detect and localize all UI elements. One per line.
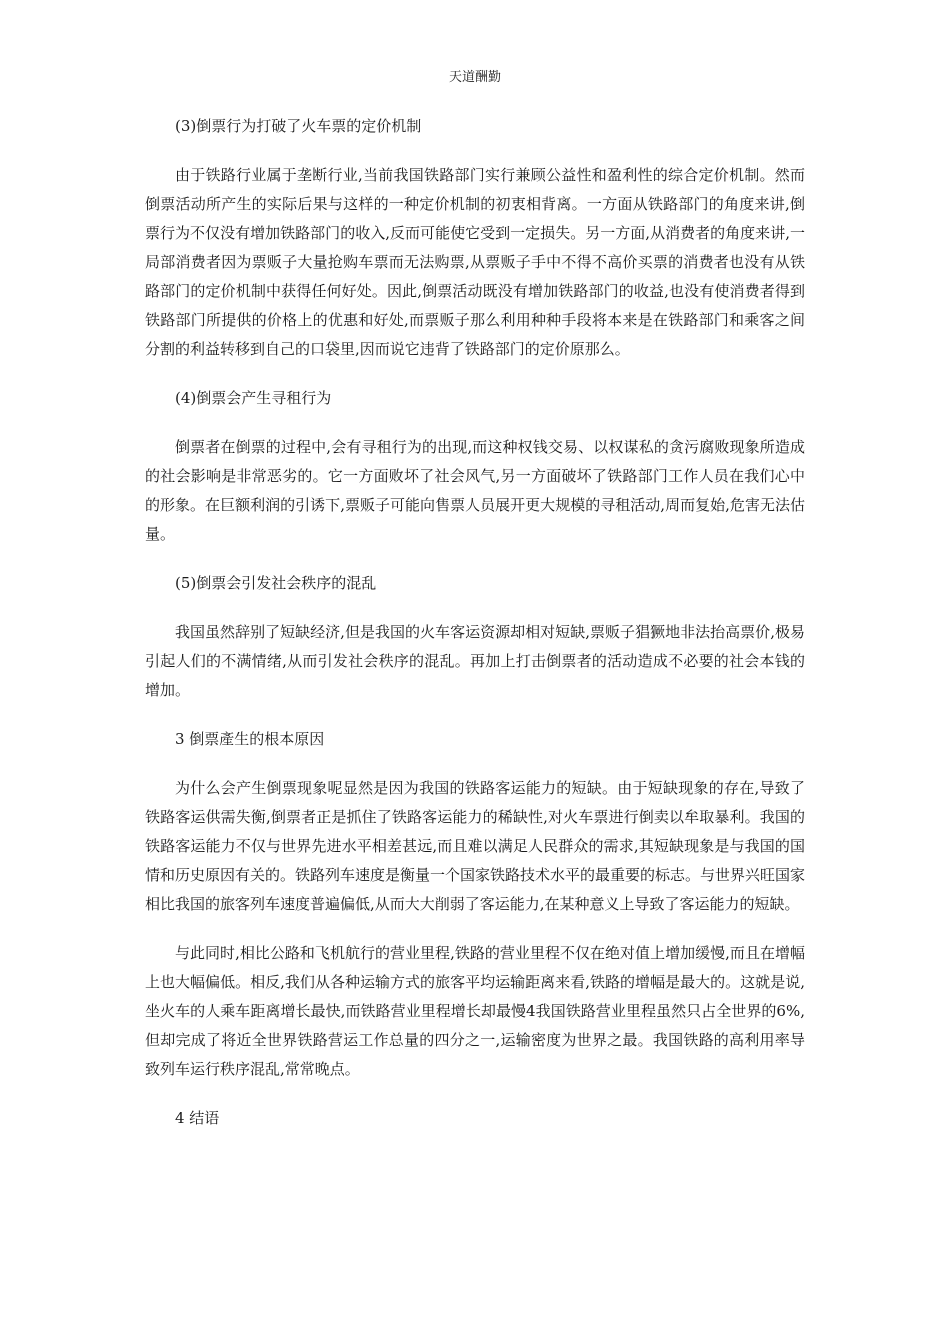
paragraph-rent-seeking: 倒票者在倒票的过程中,会有寻租行为的出现,而这种权钱交易、以权谋私的贪污腐败现象所造成的社会影响是非常恶劣的。它一方面败坏了社会风气,另一方面破坏了铁路部门工作人员在我们心中的形象。在巨额利润的引诱下,票贩子可能向售票人员展开更大规模的寻租活动,周而复始,危害无法估量。 <box>145 438 805 543</box>
section-heading-social-order: (5)倒票会引发社会秩序的混乱 <box>175 574 377 592</box>
page-header: 天道酬勤 <box>448 70 501 85</box>
section-heading-pricing: (3)倒票行为打破了火车票的定价机制 <box>175 117 422 135</box>
paragraph-social-order: 我国虽然辞别了短缺经济,但是我国的火车客运资源却相对短缺,票贩子猖獗地非法抬高票价,极易引起人们的不满情绪,从而引发社会秩序的混乱。再加上打击倒票者的活动造成不必要的社会本钱的增加。 <box>145 623 805 699</box>
document-body <box>145 112 805 1153</box>
paragraph-pricing: 由于铁路行业属于垄断行业,当前我国铁路部门实行兼顾公益性和盈利性的综合定价机制。然而倒票活动所产生的实际后果与这样的一种定价机制的初衷相背离。一方面从铁路部门的角度来讲,倒票行为不仅没有增加铁路部门的收入,反而可能使它受到一定损失。另一方面,从消费者的角度来讲,一局部消费者因为票贩子大量抢购车票而无法购票,从票贩子手中不得不高价买票的消费者也没有从铁路部门的定价机制中获得任何好处。因此,倒票活动既没有增加铁路部门的收益,也没有使消费者得到铁路部门所提供的价格上的优惠和好处,而票贩子那么利用种种手段将本来是在铁路部门和乘客之间分割的利益转移到自己的口袋里,因而说它违背了铁路部门的定价原那么。 <box>145 166 805 358</box>
paragraph-root-cause-2: 与此同时,相比公路和飞机航行的营业里程,铁路的营业里程不仅在绝对值上增加缓慢,而且在增幅上也大幅偏低。相反,我们从各种运输方式的旅客平均运输距离来看,铁路的增幅是最大的。这就是说,坐火车的人乘车距离增长最快,而铁路营业里程增长却最慢4我国铁路营业里程虽然只占全世界的6%,但却完成了将近全世界铁路营运工作总量的四分之一,运输密度为世界之最。我国铁路的高利用率导致列车运行秩序混乱,常常晚点。 <box>145 944 805 1078</box>
section-heading-root-cause: 3 倒票產生的根本原因 <box>175 730 325 748</box>
paragraph-root-cause-1: 为什么会产生倒票现象呢显然是因为我国的铁路客运能力的短缺。由于短缺现象的存在,导致了铁路客运供需失衡,倒票者正是抓住了铁路客运能力的稀缺性,对火车票进行倒卖以牟取暴利。我国的铁路客运能力不仅与世界先进水平相差甚远,而且难以满足人民群众的需求,其短缺现象是与我国的国情和历史原因有关的。铁路列车速度是衡量一个国家铁路技术水平的最重要的标志。与世界兴旺国家相比我国的旅客列车速度普遍偏低,从而大大削弱了客运能力,在某种意义上导致了客运能力的短缺。 <box>145 779 806 913</box>
section-heading-conclusion: 4 结语 <box>175 1109 220 1127</box>
section-heading-rent-seeking: (4)倒票会产生寻租行为 <box>175 389 332 407</box>
